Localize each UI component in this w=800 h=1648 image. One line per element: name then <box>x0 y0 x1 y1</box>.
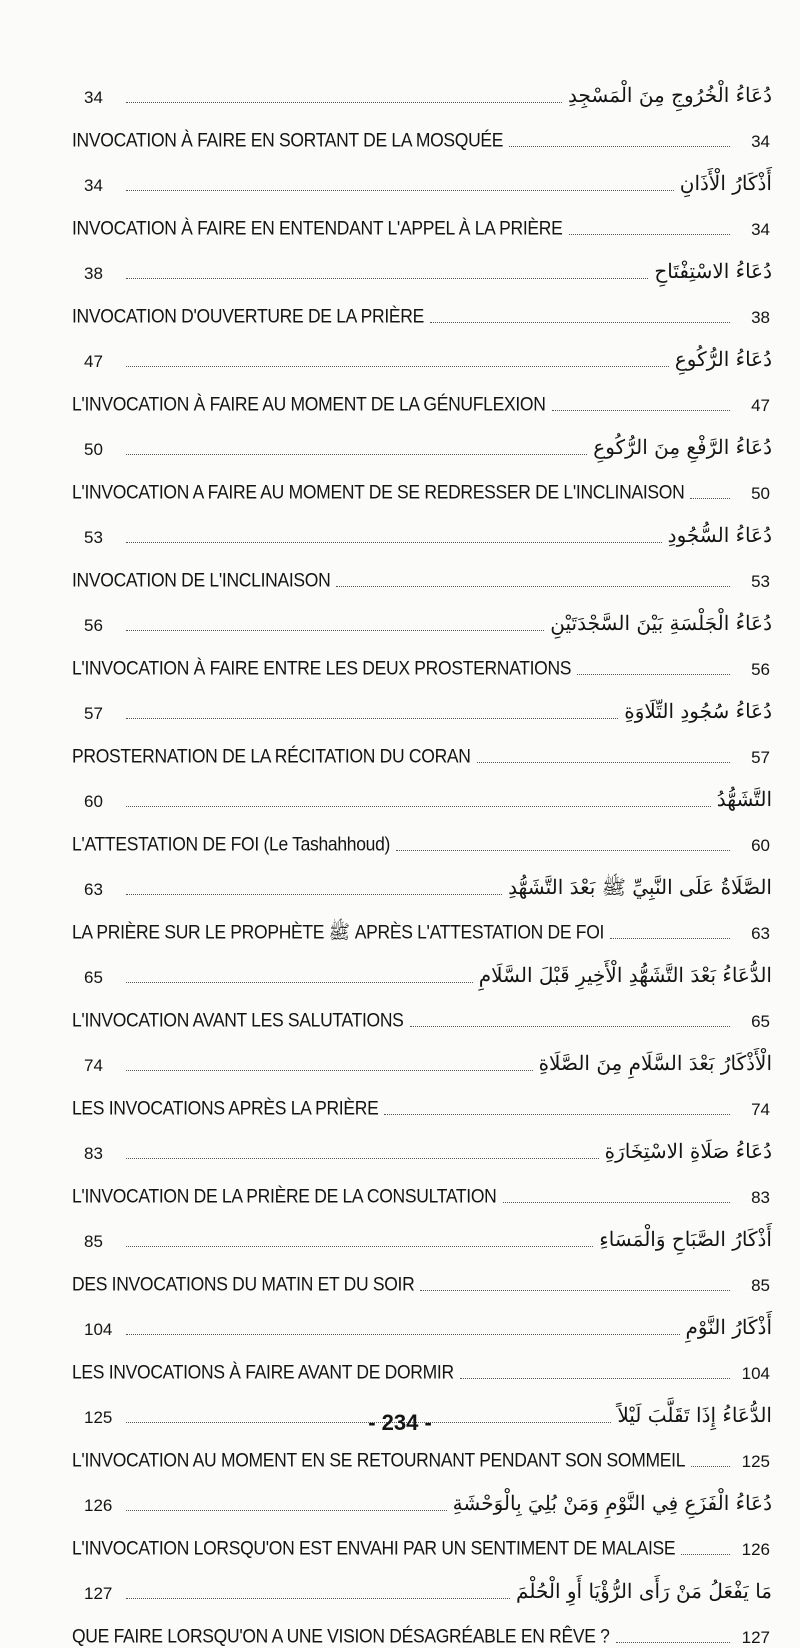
toc-french-row <box>72 284 772 328</box>
toc-arabic-row <box>72 1296 772 1340</box>
dot-leader <box>126 541 662 543</box>
page-ref: 50 <box>751 484 770 503</box>
page-ref: 104 <box>741 1364 770 1383</box>
dot-leader <box>126 453 587 455</box>
page-ref: 34 <box>751 220 770 239</box>
toc-arabic-row <box>72 768 772 812</box>
dot-leader <box>126 717 618 719</box>
dot-leader <box>126 101 562 103</box>
page-ref: 53 <box>751 572 770 591</box>
french-title: L'INVOCATION A FAIRE AU MOMENT DE SE REDRESSER DE L'INCLINAISON <box>72 480 685 503</box>
toc-arabic-row <box>72 680 772 724</box>
page-ref: 65 <box>751 1012 770 1031</box>
arabic-title: دُعَاءُ سُجُودِ التِّلَاوَةِ <box>624 699 772 723</box>
toc-french-row <box>72 1076 772 1120</box>
page-ref: 38 <box>84 264 103 283</box>
page-ref: 56 <box>84 616 103 635</box>
page-ref: 65 <box>84 968 103 987</box>
toc-arabic-row <box>72 240 772 284</box>
page-ref: 85 <box>751 1276 770 1295</box>
toc-french-row <box>72 1340 772 1384</box>
toc-arabic-row <box>72 856 772 900</box>
page-ref: 125 <box>741 1452 770 1471</box>
page-ref: 127 <box>741 1628 770 1647</box>
toc-arabic-row <box>72 1120 772 1164</box>
toc-arabic-row <box>72 1472 772 1516</box>
arabic-title: دُعَاءُ الْخُرُوجِ مِنَ الْمَسْجِدِ <box>568 83 772 107</box>
dot-leader <box>690 497 730 499</box>
page-ref: 126 <box>84 1496 113 1515</box>
french-title: LES INVOCATIONS APRÈS LA PRIÈRE <box>72 1096 379 1119</box>
toc-french-row <box>72 1252 772 1296</box>
toc-french-row <box>72 988 772 1032</box>
dot-leader <box>420 1289 730 1291</box>
dot-leader <box>126 1509 447 1511</box>
dot-leader <box>691 1465 730 1467</box>
page-ref: 57 <box>84 704 103 723</box>
toc-arabic-row <box>72 592 772 636</box>
toc-arabic-row <box>72 1560 772 1604</box>
page-ref: 74 <box>751 1100 770 1119</box>
toc-arabic-row <box>72 504 772 548</box>
french-title: L'INVOCATION À FAIRE AU MOMENT DE LA GÉNUFLEXION <box>72 392 546 415</box>
page-ref: 34 <box>84 88 103 107</box>
page-ref: 83 <box>84 1144 103 1163</box>
dot-leader <box>126 365 669 367</box>
page-ref: 63 <box>84 880 103 899</box>
dot-leader <box>460 1377 730 1379</box>
arabic-title: دُعَاءُ الرَّفْعِ مِنَ الرُّكُوعِ <box>593 435 772 459</box>
page-ref: 47 <box>751 396 770 415</box>
arabic-title: التَّشَهُّدُ <box>716 787 772 811</box>
dot-leader <box>503 1201 731 1203</box>
toc-arabic-row <box>72 416 772 460</box>
dot-leader <box>126 1245 593 1247</box>
arabic-title: أَذْكَارُ النَّوْمِ <box>685 1315 772 1339</box>
dot-leader <box>126 981 473 983</box>
french-title: INVOCATION DE L'INCLINAISON <box>72 568 331 591</box>
dot-leader <box>126 805 711 807</box>
toc-arabic-row <box>72 1032 772 1076</box>
page-ref: 74 <box>84 1056 103 1075</box>
dot-leader <box>430 321 730 323</box>
toc-arabic-row <box>72 1208 772 1252</box>
page-ref: 83 <box>751 1188 770 1207</box>
toc-french-row <box>72 636 772 680</box>
page-ref: 104 <box>84 1320 113 1339</box>
page-ref: 53 <box>84 528 103 547</box>
dot-leader <box>336 585 730 587</box>
page-ref: 63 <box>751 924 770 943</box>
french-title: L'INVOCATION DE LA PRIÈRE DE LA CONSULTATION <box>72 1184 497 1207</box>
arabic-title: دُعَاءُ الاسْتِفْتَاحِ <box>654 259 772 283</box>
toc-french-row <box>72 1604 772 1648</box>
toc-arabic-row <box>72 64 772 108</box>
dot-leader <box>126 1069 533 1071</box>
french-title: L'INVOCATION AVANT LES SALUTATIONS <box>72 1008 404 1031</box>
page-ref: 126 <box>741 1540 770 1559</box>
dot-leader <box>509 145 730 147</box>
dot-leader <box>552 409 730 411</box>
french-title: L'ATTESTATION DE FOI (Le Tashahhoud) <box>72 832 391 855</box>
toc-french-row <box>72 372 772 416</box>
dot-leader <box>126 189 674 191</box>
page-ref: 60 <box>751 836 770 855</box>
dot-leader <box>126 629 544 631</box>
french-title: LES INVOCATIONS À FAIRE AVANT DE DORMIR <box>72 1360 454 1383</box>
dot-leader <box>126 277 648 279</box>
page-ref: 60 <box>84 792 103 811</box>
arabic-title: دُعَاءُ صَلَاةِ الاسْتِخَارَةِ <box>604 1139 772 1163</box>
page-ref: 56 <box>751 660 770 679</box>
page-ref: 127 <box>84 1584 113 1603</box>
arabic-title: دُعَاءُ الْجَلْسَةِ بَيْنَ السَّجْدَتَيْنِ <box>550 611 772 635</box>
dot-leader <box>396 849 730 851</box>
dot-leader <box>126 1333 680 1335</box>
french-title: INVOCATION À FAIRE EN SORTANT DE LA MOSQUÉE <box>72 128 504 151</box>
dot-leader <box>410 1025 730 1027</box>
page-ref: 57 <box>751 748 770 767</box>
dot-leader <box>126 1157 599 1159</box>
page-ref: 38 <box>751 308 770 327</box>
toc-french-row <box>72 460 772 504</box>
toc-french-row <box>72 108 772 152</box>
arabic-title: دُعَاءُ الْفَزَعِ فِي النَّوْمِ وَمَنْ بُلِيَ بِالْوَحْشَةِ <box>452 1491 772 1515</box>
page-ref: 50 <box>84 440 103 459</box>
toc-arabic-row <box>72 152 772 196</box>
arabic-title: الْأَذْكَارُ بَعْدَ السَّلَامِ مِنَ الصَّلَاةِ <box>538 1051 772 1075</box>
toc-french-row <box>72 1516 772 1560</box>
french-title: L'INVOCATION À FAIRE ENTRE LES DEUX PROSTERNATIONS <box>72 656 572 679</box>
dot-leader <box>616 1641 730 1643</box>
french-title: DES INVOCATIONS DU MATIN ET DU SOIR <box>72 1272 415 1295</box>
toc-french-row <box>72 196 772 240</box>
toc-french-row <box>72 548 772 592</box>
page-ref: 34 <box>84 176 103 195</box>
page-number: - 234 - <box>368 1410 432 1435</box>
dot-leader <box>577 673 730 675</box>
arabic-title: الدُّعَاءُ بَعْدَ التَّشَهُّدِ الْأَخِيرِ قَبْلَ السَّلَامِ <box>478 963 772 987</box>
dot-leader <box>569 233 731 235</box>
dot-leader <box>610 937 730 939</box>
toc-french-row <box>72 812 772 856</box>
toc-arabic-row <box>72 944 772 988</box>
page-ref: 125 <box>84 1408 113 1427</box>
arabic-title: دُعَاءُ السُّجُودِ <box>667 523 772 547</box>
toc-french-row <box>72 1164 772 1208</box>
arabic-title: الدُّعَاءُ إِذَا تَقَلَّبَ لَيْلاً <box>617 1403 772 1427</box>
dot-leader <box>384 1113 730 1115</box>
dot-leader <box>126 1597 510 1599</box>
french-title: INVOCATION À FAIRE EN ENTENDANT L'APPEL À LA PRIÈRE <box>72 216 563 239</box>
dot-leader <box>477 761 730 763</box>
arabic-title: دُعَاءُ الرُّكُوعِ <box>674 347 772 371</box>
dot-leader <box>681 1553 730 1555</box>
french-title: QUE FAIRE LORSQU'ON A UNE VISION DÉSAGRÉABLE EN RÊVE ? <box>72 1624 610 1647</box>
french-title: L'INVOCATION AU MOMENT EN SE RETOURNANT PENDANT SON SOMMEIL <box>72 1448 686 1471</box>
arabic-title: أَذْكَارُ الصَّبَاحِ وَالْمَسَاءِ <box>599 1227 772 1251</box>
arabic-title: أَذْكَارُ الْأَذَانِ <box>679 171 772 195</box>
toc-french-row <box>72 900 772 944</box>
page-ref: 34 <box>751 132 770 151</box>
arabic-title: مَا يَفْعَلُ مَنْ رَأَى الرُّؤْيَا أَوِ الْحُلْمَ <box>516 1579 772 1603</box>
page-ref: 47 <box>84 352 103 371</box>
toc-arabic-row <box>72 328 772 372</box>
page-ref: 85 <box>84 1232 103 1251</box>
french-title: PROSTERNATION DE LA RÉCITATION DU CORAN <box>72 744 471 767</box>
french-title: LA PRIÈRE SUR LE PROPHÈTE ﷺ APRÈS L'ATTESTATION DE FOI <box>72 920 605 943</box>
toc-french-row <box>72 724 772 768</box>
french-title: INVOCATION D'OUVERTURE DE LA PRIÈRE <box>72 304 424 327</box>
french-title: L'INVOCATION LORSQU'ON EST ENVAHI PAR UN SENTIMENT DE MALAISE <box>72 1536 676 1559</box>
arabic-title: الصَّلَاةُ عَلَى النَّبِيِّ ﷺ بَعْدَ التَّشَهُّدِ <box>508 875 772 899</box>
dot-leader <box>126 893 502 895</box>
